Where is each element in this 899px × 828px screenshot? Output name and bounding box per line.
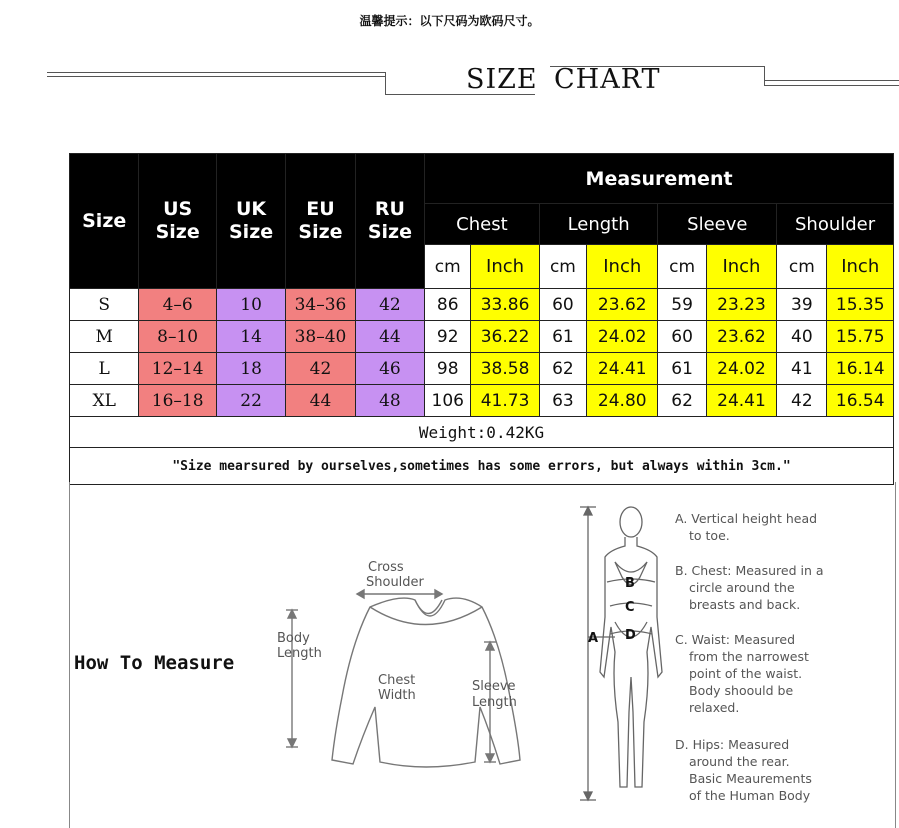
- unit-inch: Inch: [587, 245, 658, 289]
- cell-shoulder-inch: 16.14: [827, 353, 894, 385]
- weight-info: Weight:0.42KG: [70, 417, 894, 448]
- cell-eu: 34–36: [286, 289, 355, 321]
- cell-size: S: [70, 289, 139, 321]
- cell-chest-inch: 41.73: [471, 385, 539, 417]
- cell-uk: 14: [216, 321, 285, 353]
- cell-us: 8–10: [139, 321, 216, 353]
- instruction-b: B. Chest: Measured in a circle around the breasts and back.: [675, 563, 824, 612]
- unit-cm: cm: [425, 245, 471, 289]
- cell-length-cm: 62: [539, 353, 586, 385]
- marker-d: D: [625, 628, 636, 643]
- cell-shoulder-inch: 15.75: [827, 321, 894, 353]
- measurement-note: "Size mearsured by ourselves,sometimes has some errors, but always within 3cm.": [70, 448, 894, 485]
- cell-length-inch: 24.80: [587, 385, 658, 417]
- header-size: Size: [70, 154, 139, 289]
- cell-shoulder-cm: 40: [777, 321, 827, 353]
- title-word-chart: CHART: [554, 64, 661, 95]
- cell-chest-inch: 36.22: [471, 321, 539, 353]
- cell-sleeve-inch: 23.62: [706, 321, 776, 353]
- chest-width-label: Chest: [378, 673, 416, 688]
- table-row: [70, 353, 894, 385]
- cell-size: L: [70, 353, 139, 385]
- cell-chest-cm: 98: [425, 353, 471, 385]
- header-shoulder: Shoulder: [777, 204, 894, 245]
- cell-us: 4–6: [139, 289, 216, 321]
- header-ru-size: RU Size: [355, 154, 424, 289]
- header-measurement: Measurement: [425, 154, 894, 204]
- cell-ru: 42: [355, 289, 424, 321]
- cell-shoulder-inch: 16.54: [827, 385, 894, 417]
- cell-shoulder-cm: 41: [777, 353, 827, 385]
- cell-us: 12–14: [139, 353, 216, 385]
- cell-length-cm: 60: [539, 289, 586, 321]
- garment-labels: [277, 560, 517, 710]
- table-row: [70, 289, 894, 321]
- header-length: Length: [539, 204, 658, 245]
- header-us-size: US Size: [139, 154, 216, 289]
- cell-length-inch: 24.41: [587, 353, 658, 385]
- cell-eu: 44: [286, 385, 355, 417]
- cell-size: M: [70, 321, 139, 353]
- header-sleeve: Sleeve: [658, 204, 777, 245]
- cell-chest-cm: 106: [425, 385, 471, 417]
- chest-width-label-2: Width: [378, 688, 416, 703]
- cell-shoulder-cm: 39: [777, 289, 827, 321]
- unit-inch: Inch: [471, 245, 539, 289]
- cell-sleeve-cm: 61: [658, 353, 706, 385]
- instruction-c: C. Waist: Measured from the narrowest point of the waist. Body shoould be relaxed.: [675, 632, 809, 715]
- cell-sleeve-cm: 59: [658, 289, 706, 321]
- sleeve-length-label: Sleeve: [472, 679, 516, 694]
- cell-sleeve-inch: 24.02: [706, 353, 776, 385]
- cell-ru: 46: [355, 353, 424, 385]
- header-chest: Chest: [425, 204, 540, 245]
- cell-length-inch: 23.62: [587, 289, 658, 321]
- cell-sleeve-cm: 62: [658, 385, 706, 417]
- unit-cm: cm: [777, 245, 827, 289]
- title-word-size: SIZE: [466, 64, 538, 95]
- cell-us: 16–18: [139, 385, 216, 417]
- unit-cm: cm: [539, 245, 586, 289]
- marker-c: C: [625, 600, 635, 615]
- instruction-a: A. Vertical height head to toe.: [675, 511, 818, 543]
- cell-eu: 38–40: [286, 321, 355, 353]
- marker-b: B: [625, 576, 635, 591]
- cell-chest-inch: 33.86: [471, 289, 539, 321]
- cell-chest-cm: 92: [425, 321, 471, 353]
- sleeve-length-label-2: Length: [472, 695, 517, 710]
- marker-a: A: [588, 631, 599, 646]
- body-length-label-2: Length: [277, 646, 322, 661]
- cell-size: XL: [70, 385, 139, 417]
- cross-shoulder-label: Cross: [368, 560, 404, 575]
- cell-uk: 22: [216, 385, 285, 417]
- cell-eu: 42: [286, 353, 355, 385]
- cell-sleeve-cm: 60: [658, 321, 706, 353]
- how-to-measure-label: How To Measure: [74, 652, 235, 674]
- instruction-d: D. Hips: Measured around the rear. Basic Meaurements of the Human Body: [675, 737, 812, 803]
- cell-ru: 48: [355, 385, 424, 417]
- cell-uk: 10: [216, 289, 285, 321]
- header-uk-size: UK Size: [216, 154, 285, 289]
- body-figure: [580, 507, 662, 800]
- cell-length-inch: 24.02: [587, 321, 658, 353]
- cell-ru: 44: [355, 321, 424, 353]
- size-chart-title: [0, 60, 899, 100]
- table-row: [70, 385, 894, 417]
- cell-chest-cm: 86: [425, 289, 471, 321]
- how-to-measure-section: [69, 482, 896, 828]
- cell-shoulder-cm: 42: [777, 385, 827, 417]
- cell-sleeve-inch: 24.41: [706, 385, 776, 417]
- size-notice: 温馨提示：以下尺码为欧码尺寸。: [359, 14, 540, 28]
- cell-chest-inch: 38.58: [471, 353, 539, 385]
- cell-uk: 18: [216, 353, 285, 385]
- cell-shoulder-inch: 15.35: [827, 289, 894, 321]
- body-length-label: Body: [277, 631, 310, 646]
- unit-inch: Inch: [827, 245, 894, 289]
- cell-length-cm: 63: [539, 385, 586, 417]
- unit-cm: cm: [658, 245, 706, 289]
- table-row: [70, 321, 894, 353]
- cell-sleeve-inch: 23.23: [706, 289, 776, 321]
- size-table: [69, 153, 894, 485]
- header-eu-size: EU Size: [286, 154, 355, 289]
- unit-inch: Inch: [706, 245, 776, 289]
- cross-shoulder-label-2: Shoulder: [366, 575, 424, 590]
- cell-length-cm: 61: [539, 321, 586, 353]
